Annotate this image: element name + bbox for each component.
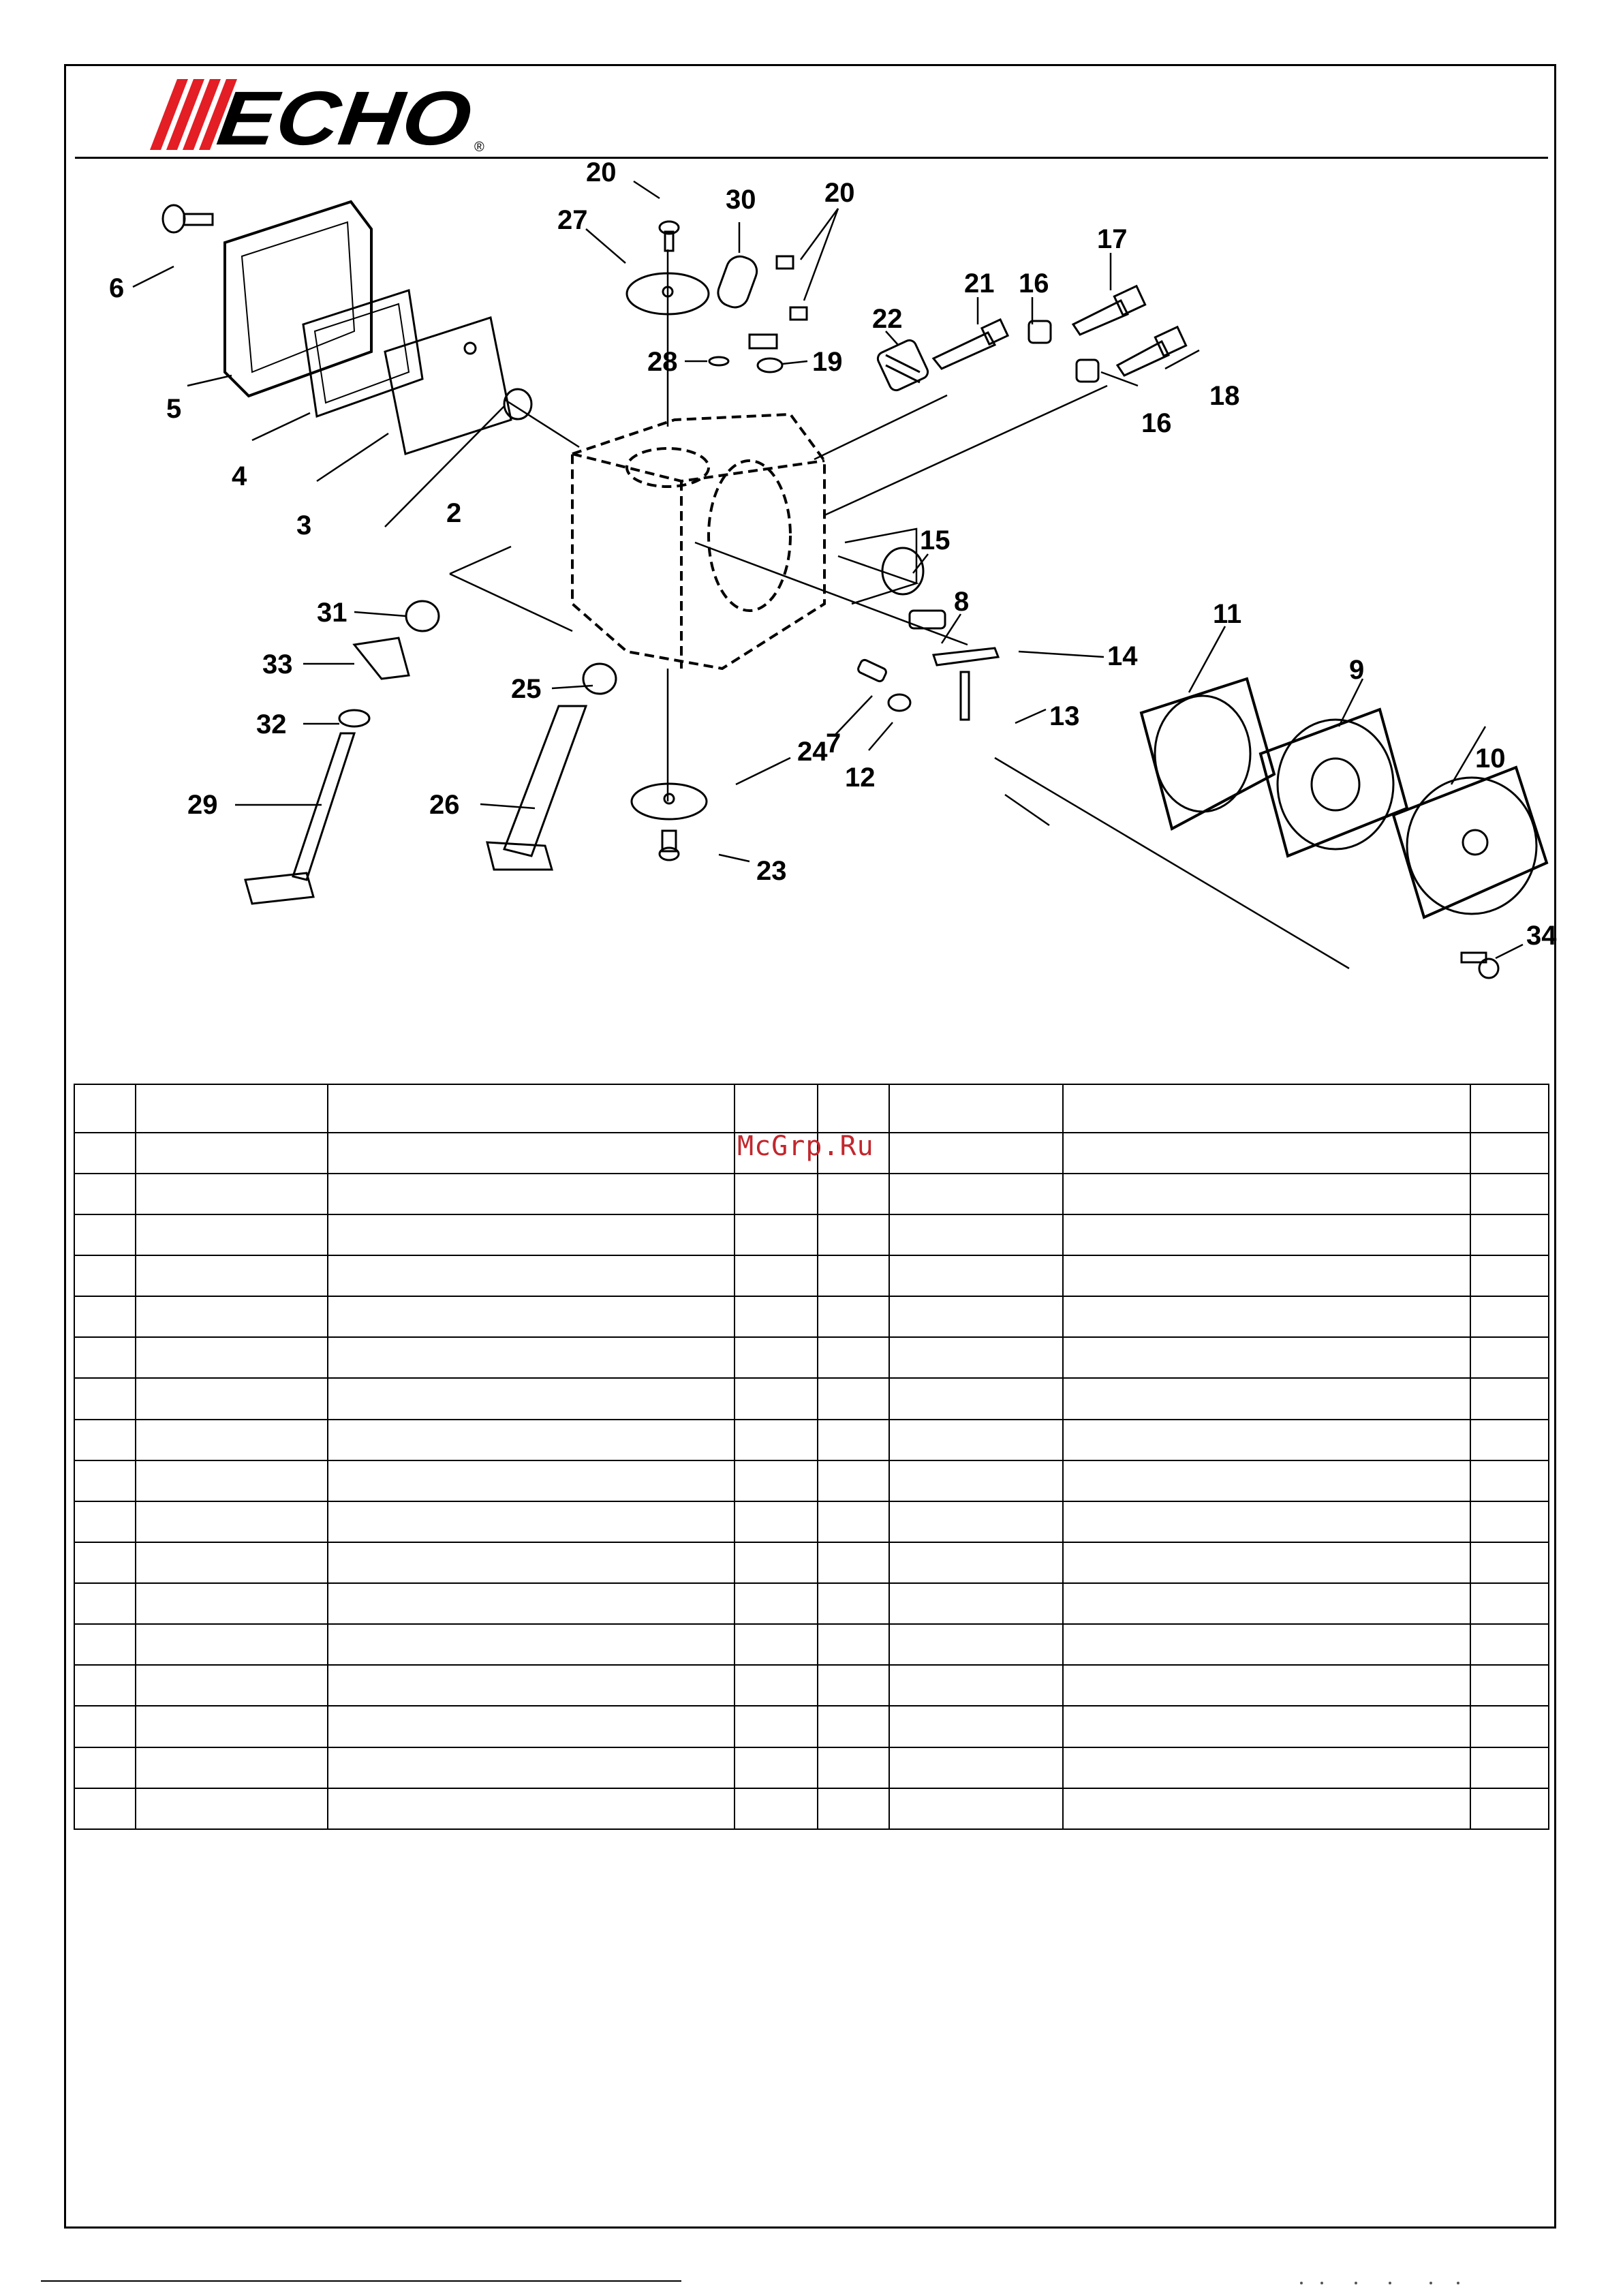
callout-18: 18: [1209, 381, 1240, 411]
table-cell: [328, 1706, 735, 1747]
table-cell: [74, 1501, 136, 1542]
callout-8: 8: [954, 587, 970, 617]
table-row: [74, 1583, 1549, 1624]
table-cell: [328, 1460, 735, 1501]
table-cell: [136, 1133, 328, 1174]
table-cell: [735, 1665, 818, 1706]
table-cell: [1063, 1624, 1470, 1665]
table-cell: [1063, 1747, 1470, 1788]
part-29-shaft: [245, 733, 354, 904]
table-cell: [889, 1624, 1063, 1665]
part-21-needle: [933, 320, 1008, 369]
table-cell: [818, 1296, 889, 1337]
table-row: [74, 1337, 1549, 1378]
table-cell: [136, 1214, 328, 1255]
callout-31: 31: [317, 598, 347, 628]
table-row: [74, 1747, 1549, 1788]
part-22-spring: [876, 338, 930, 393]
part-13-pin: [961, 672, 969, 720]
table-cell: [136, 1084, 328, 1133]
table-row: [74, 1624, 1549, 1665]
table-cell: [1470, 1337, 1549, 1378]
table-cell: [889, 1706, 1063, 1747]
table-cell: [1063, 1788, 1470, 1829]
callout-2: 2: [446, 498, 462, 528]
table-cell: [735, 1296, 818, 1337]
table-cell: [889, 1665, 1063, 1706]
callout-13: 13: [1049, 701, 1080, 731]
table-cell: [735, 1174, 818, 1214]
callout-25: 25: [511, 674, 542, 704]
table-cell: [74, 1378, 136, 1419]
callout-17: 17: [1097, 224, 1128, 254]
table-cell: [1470, 1084, 1549, 1133]
table-cell: [1063, 1378, 1470, 1419]
table-cell: [328, 1542, 735, 1583]
callout-24: 24: [797, 737, 828, 767]
callout-23: 23: [756, 856, 787, 886]
table-cell: [1470, 1460, 1549, 1501]
table-cell: [818, 1624, 889, 1665]
part-6-screw: [163, 205, 213, 232]
table-cell: [1470, 1624, 1549, 1665]
table-cell: [328, 1788, 735, 1829]
table-cell: [74, 1296, 136, 1337]
table-cell: [1470, 1747, 1549, 1788]
table-cell: [74, 1747, 136, 1788]
callout-27: 27: [557, 205, 588, 235]
part-12-screw: [888, 694, 910, 711]
table-cell: [1063, 1296, 1470, 1337]
table-cell: [889, 1296, 1063, 1337]
table-cell: [818, 1255, 889, 1296]
table-cell: [889, 1133, 1063, 1174]
callout-22: 22: [872, 304, 903, 334]
table-cell: [1470, 1174, 1549, 1214]
table-cell: [889, 1420, 1063, 1460]
table-cell: [818, 1460, 889, 1501]
echo-logo: [149, 74, 503, 161]
callout-34: 34: [1526, 921, 1557, 951]
table-row: [74, 1542, 1549, 1583]
table-cell: [328, 1378, 735, 1419]
table-cell: [136, 1460, 328, 1501]
callout-26: 26: [429, 790, 460, 820]
table-cell: [328, 1133, 735, 1174]
table-cell: [889, 1174, 1063, 1214]
table-cell: [818, 1214, 889, 1255]
table-cell: [735, 1460, 818, 1501]
callout-32: 32: [256, 709, 287, 739]
logo-wordmark: ECHO: [213, 75, 446, 161]
table-cell: [136, 1255, 328, 1296]
table-cell: [735, 1337, 818, 1378]
table-cell: [735, 1706, 818, 1747]
table-cell: [818, 1174, 889, 1214]
part-24-plate: [632, 784, 707, 819]
table-cell: [735, 1583, 818, 1624]
table-cell: [889, 1378, 1063, 1419]
table-row: [74, 1788, 1549, 1829]
table-cell: [818, 1706, 889, 1747]
table-cell: [735, 1255, 818, 1296]
table-header-row: [74, 1084, 1549, 1133]
part-26-shaft: [487, 706, 586, 870]
table-cell: [889, 1501, 1063, 1542]
table-cell: [1063, 1084, 1470, 1133]
table-cell: [1063, 1583, 1470, 1624]
part-7-needle: [857, 658, 888, 682]
table-cell: [328, 1501, 735, 1542]
table-cell: [818, 1420, 889, 1460]
table-row: [74, 1378, 1549, 1419]
table-row: [74, 1255, 1549, 1296]
table-cell: [74, 1665, 136, 1706]
part-20-screw: [660, 221, 679, 251]
table-cell: [735, 1378, 818, 1419]
table-cell: [1063, 1460, 1470, 1501]
callout-16-bottom: 16: [1141, 408, 1172, 438]
callout-numbers: [109, 157, 1557, 951]
table-cell: [74, 1255, 136, 1296]
table-cell: [328, 1624, 735, 1665]
table-cell: [889, 1084, 1063, 1133]
part-14-lever: [933, 648, 998, 665]
table-cell: [136, 1788, 328, 1829]
table-cell: [1063, 1706, 1470, 1747]
table-cell: [1470, 1378, 1549, 1419]
table-row: [74, 1706, 1549, 1747]
table-cell: [328, 1296, 735, 1337]
table-row: [74, 1296, 1549, 1337]
table-cell: [889, 1337, 1063, 1378]
table-cell: [1063, 1665, 1470, 1706]
part-20-screws: [777, 256, 807, 320]
table-cell: [735, 1788, 818, 1829]
table-cell: [735, 1624, 818, 1665]
part-28-ring: [709, 357, 728, 365]
table-cell: [1063, 1133, 1470, 1174]
table-cell: [889, 1214, 1063, 1255]
callout-33: 33: [262, 649, 293, 679]
table-cell: [74, 1624, 136, 1665]
callout-6: 6: [109, 273, 125, 303]
table-cell: [818, 1542, 889, 1583]
table-cell: [1470, 1214, 1549, 1255]
table-cell: [1063, 1501, 1470, 1542]
table-cell: [818, 1337, 889, 1378]
part-33-lever: [354, 638, 409, 679]
table-cell: [74, 1542, 136, 1583]
part-32-washer: [339, 710, 369, 726]
part-10-cover: [1393, 767, 1547, 917]
table-cell: [818, 1747, 889, 1788]
part-5-cover: [225, 202, 371, 396]
table-row: [74, 1665, 1549, 1706]
callout-28: 28: [647, 347, 678, 377]
table-cell: [735, 1542, 818, 1583]
table-cell: [1063, 1174, 1470, 1214]
callout-20-right: 20: [824, 178, 855, 208]
table-cell: [1470, 1296, 1549, 1337]
table-cell: [136, 1378, 328, 1419]
callout-29: 29: [187, 790, 218, 820]
part-16-spring-b: [1077, 360, 1098, 382]
table-cell: [1063, 1255, 1470, 1296]
table-cell: [1470, 1420, 1549, 1460]
table-cell: [328, 1174, 735, 1214]
callout-12: 12: [845, 763, 876, 793]
table-cell: [818, 1788, 889, 1829]
table-cell: [328, 1665, 735, 1706]
callout-30: 30: [726, 185, 756, 215]
table-cell: [136, 1583, 328, 1624]
part-17-needle: [1073, 286, 1145, 335]
table-row: [74, 1174, 1549, 1214]
callout-19: 19: [812, 347, 843, 377]
callout-5: 5: [166, 394, 182, 424]
table-cell: [1470, 1501, 1549, 1542]
part-23-screw: [660, 831, 679, 860]
table-cell: [889, 1788, 1063, 1829]
callout-3: 3: [296, 510, 312, 540]
callout-11: 11: [1213, 599, 1242, 629]
table-cell: [1470, 1583, 1549, 1624]
table-cell: [1470, 1706, 1549, 1747]
table-cell: [74, 1420, 136, 1460]
table-cell: [136, 1624, 328, 1665]
table-cell: [328, 1747, 735, 1788]
callout-7: 7: [826, 729, 841, 759]
callout-9: 9: [1349, 655, 1365, 685]
table-cell: [1063, 1542, 1470, 1583]
table-row: [74, 1460, 1549, 1501]
callout-14: 14: [1107, 641, 1138, 671]
table-cell: [735, 1214, 818, 1255]
table-cell: [74, 1706, 136, 1747]
callout-15: 15: [920, 525, 950, 555]
table-cell: [136, 1706, 328, 1747]
table-cell: [889, 1542, 1063, 1583]
table-cell: [74, 1583, 136, 1624]
table-cell: [136, 1296, 328, 1337]
table-cell: [1470, 1133, 1549, 1174]
table-cell: [1470, 1665, 1549, 1706]
table-cell: [889, 1460, 1063, 1501]
callout-20-top: 20: [586, 157, 617, 187]
table-cell: [328, 1214, 735, 1255]
table-cell: [818, 1084, 889, 1133]
table-cell: [328, 1583, 735, 1624]
table-cell: [889, 1255, 1063, 1296]
footer-marks: [1295, 2275, 1513, 2289]
table-cell: [74, 1084, 136, 1133]
header-rule: [75, 157, 1548, 159]
table-cell: [136, 1337, 328, 1378]
table-cell: [328, 1420, 735, 1460]
parts-list-table: [74, 1084, 1549, 1830]
table-cell: [889, 1747, 1063, 1788]
table-cell: [136, 1501, 328, 1542]
callout-4: 4: [232, 461, 247, 491]
part-18-needle: [1117, 327, 1186, 376]
table-cell: [889, 1583, 1063, 1624]
table-cell: [1470, 1542, 1549, 1583]
carburetor-body: [572, 414, 824, 669]
table-cell: [328, 1084, 735, 1133]
part-31-spring: [406, 601, 439, 631]
part-11-gasket: [1141, 679, 1274, 829]
table-cell: [74, 1174, 136, 1214]
table-cell: [818, 1378, 889, 1419]
table-cell: [735, 1420, 818, 1460]
table-cell: [136, 1747, 328, 1788]
table-cell: [1063, 1214, 1470, 1255]
callout-16-top: 16: [1019, 269, 1049, 299]
part-9-diaphragm: [1261, 709, 1407, 856]
table-row: [74, 1420, 1549, 1460]
table-cell: [74, 1133, 136, 1174]
part-34-screw: [1462, 953, 1498, 978]
carburetor-exploded-diagram: [68, 157, 1557, 1074]
table-cell: [74, 1214, 136, 1255]
callout-10: 10: [1475, 744, 1506, 774]
table-cell: [328, 1337, 735, 1378]
table-cell: [818, 1583, 889, 1624]
callout-leaders: [133, 181, 1523, 958]
table-cell: [1063, 1337, 1470, 1378]
registered-mark: ®: [474, 140, 484, 155]
part-19-clip: [749, 335, 782, 372]
table-cell: [735, 1084, 818, 1133]
footer-rule: [41, 2280, 681, 2282]
table-cell: [136, 1542, 328, 1583]
table-row: [74, 1214, 1549, 1255]
table-cell: [136, 1665, 328, 1706]
table-cell: [735, 1747, 818, 1788]
table-cell: [818, 1501, 889, 1542]
watermark: McGrp.Ru: [737, 1131, 874, 1162]
part-25-spring: [583, 664, 616, 694]
table-cell: [74, 1460, 136, 1501]
table-row: [74, 1501, 1549, 1542]
table-cell: [735, 1501, 818, 1542]
table-cell: [136, 1174, 328, 1214]
table-cell: [74, 1337, 136, 1378]
table-cell: [328, 1255, 735, 1296]
table-cell: [1470, 1788, 1549, 1829]
table-cell: [1470, 1255, 1549, 1296]
callout-21: 21: [964, 269, 995, 299]
table-cell: [136, 1420, 328, 1460]
table-cell: [1063, 1420, 1470, 1460]
table-cell: [74, 1788, 136, 1829]
table-cell: [818, 1665, 889, 1706]
part-30-lever: [714, 253, 760, 311]
